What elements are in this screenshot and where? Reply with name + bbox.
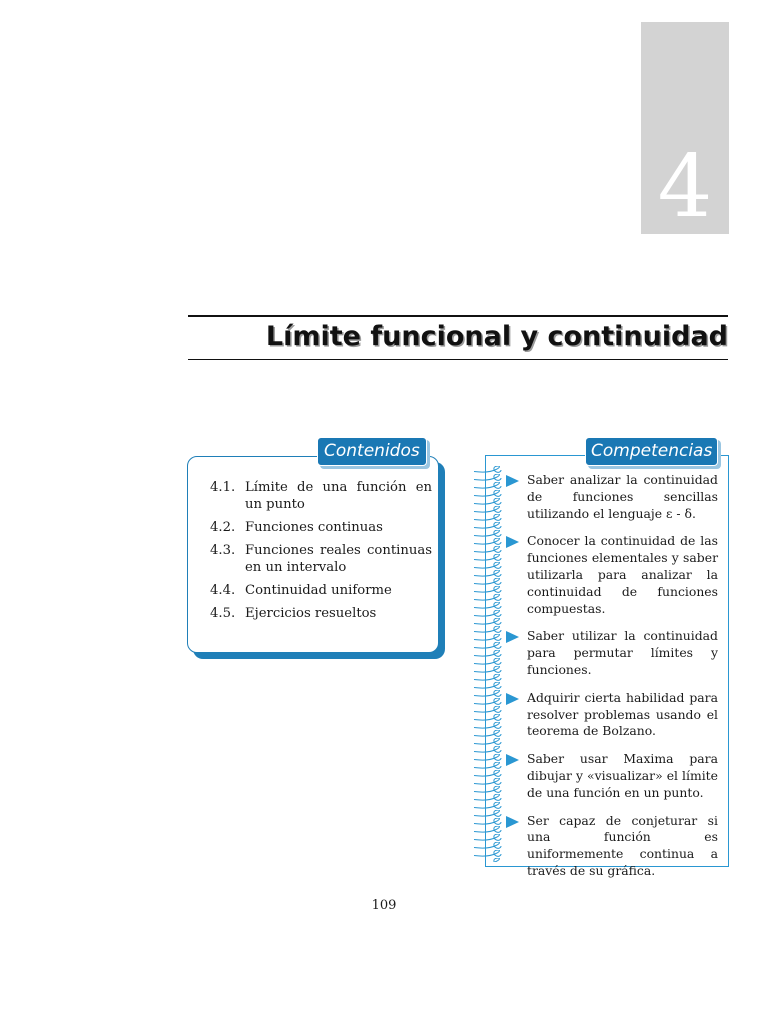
contents-item-text: Funciones reales continuas en un intervalo	[245, 543, 432, 575]
contents-label: Contenidos	[317, 437, 427, 466]
contents-item-number: 4.2.	[210, 520, 236, 535]
spiral-binding-icon	[470, 466, 504, 862]
contents-item[interactable]	[210, 582, 432, 599]
competencies-label: Competencias	[585, 437, 718, 466]
competency-text: Adquirir cierta habilidad para resolver problemas usando el teorema de Bolzano.	[527, 689, 718, 739]
competency-text: Saber usar Maxima para dibujar y «visualizar» el límite de una función en un punto.	[527, 751, 718, 800]
contents-item[interactable]	[210, 479, 432, 513]
competency-item	[506, 690, 718, 740]
contents-item-text: Límite de una función en un punto	[245, 480, 432, 512]
competency-item	[506, 751, 718, 801]
competency-item	[506, 628, 718, 678]
competency-item	[506, 813, 718, 880]
competencies-list	[506, 472, 718, 891]
contents-item[interactable]	[210, 605, 432, 622]
chapter-tab	[641, 22, 729, 237]
bullet-triangle-icon	[506, 631, 519, 643]
bullet-triangle-icon	[506, 475, 519, 487]
contents-item-text: Continuidad uniforme	[245, 583, 392, 598]
competency-text: Saber analizar la continuidad de funciones sencillas utilizando el lenguaje ε - δ.	[527, 472, 718, 521]
contents-item-text: Funciones continuas	[245, 520, 383, 535]
contents-list	[210, 479, 432, 628]
contents-item-number: 4.3.	[210, 543, 236, 558]
chapter-title: Límite funcional y continuidad	[265, 321, 728, 352]
chapter-number: 4	[657, 137, 713, 237]
competency-item	[506, 472, 718, 522]
bullet-triangle-icon	[506, 754, 519, 766]
contents-item-number: 4.4.	[210, 583, 236, 598]
page-number: 109	[371, 898, 397, 913]
bullet-triangle-icon	[506, 536, 519, 548]
contents-item-number: 4.1.	[210, 480, 236, 495]
contents-item[interactable]	[210, 542, 432, 576]
competency-item	[506, 533, 718, 617]
contents-item-number: 4.5.	[210, 606, 236, 621]
contents-item-text: Ejercicios resueltos	[245, 606, 377, 621]
bullet-triangle-icon	[506, 693, 519, 705]
contents-item[interactable]	[210, 519, 432, 536]
competency-text: Saber utilizar la continuidad para permutar límites y funciones.	[527, 628, 718, 677]
bullet-triangle-icon	[506, 816, 519, 828]
competency-text: Conocer la continuidad de las funciones elementales y saber utilizarla para analizar la continuidad de funciones compuestas.	[527, 533, 718, 616]
title-rule-bottom	[188, 359, 728, 360]
competency-text: Ser capaz de conjeturar si una función es uniformemente continua a través de su gráfica.	[527, 812, 718, 878]
